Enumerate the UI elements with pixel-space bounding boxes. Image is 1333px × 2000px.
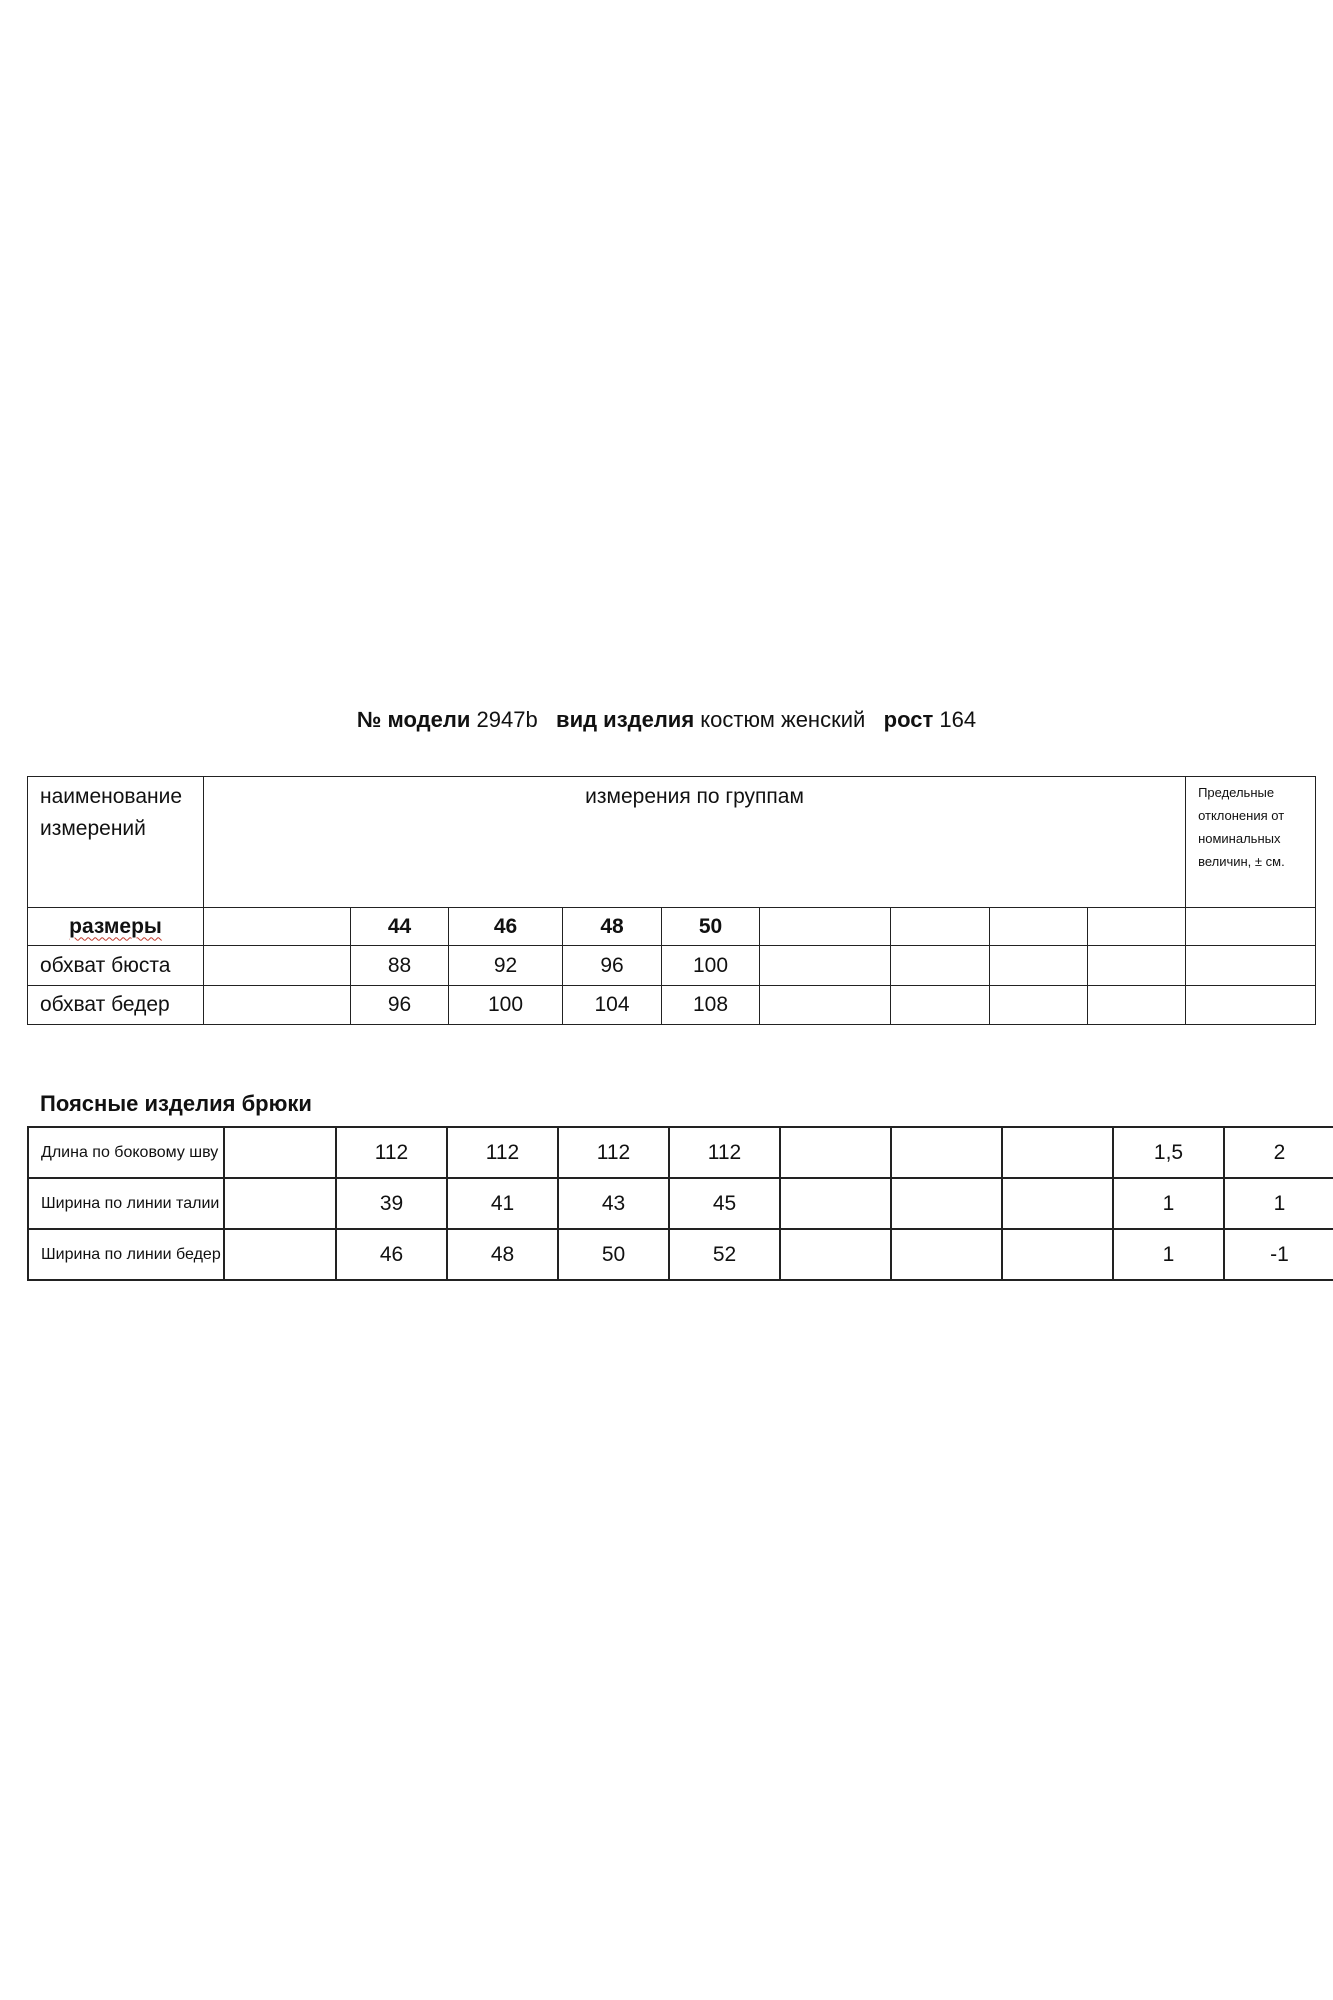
- value-cell: 100: [662, 946, 760, 986]
- empty-cell: [891, 1229, 1002, 1280]
- empty-cell: [990, 946, 1088, 986]
- measurement-name: обхват бюста: [28, 946, 204, 986]
- sizes-row: [28, 908, 1316, 946]
- empty-cell: [224, 1229, 336, 1280]
- value-cell: 45: [669, 1178, 780, 1229]
- model-label: № модели: [356, 707, 471, 732]
- value-cell: 46: [336, 1229, 447, 1280]
- deviation-cell: -1: [1224, 1229, 1333, 1280]
- table-row: [28, 1229, 1333, 1280]
- table-row: [28, 946, 1316, 986]
- empty-cell: [760, 908, 891, 946]
- section-title: Поясные изделия брюки: [40, 1091, 312, 1116]
- deviation-cell: 1: [1113, 1229, 1224, 1280]
- model-value: 2947b: [476, 707, 538, 732]
- value-cell: 100: [449, 986, 563, 1025]
- value-cell: 96: [563, 946, 662, 986]
- value-cell: 88: [351, 946, 449, 986]
- value-cell: 39: [336, 1178, 447, 1229]
- value-cell: 48: [447, 1229, 558, 1280]
- empty-cell: [1002, 1229, 1113, 1280]
- table-row: [28, 1178, 1333, 1229]
- height-label: рост: [883, 707, 934, 732]
- empty-cell: [780, 1178, 891, 1229]
- document-title: [0, 707, 1333, 733]
- empty-cell: [224, 1127, 336, 1178]
- empty-cell: [1002, 1178, 1113, 1229]
- measurement-name: обхват бедер: [28, 986, 204, 1025]
- deviation-header: Предельные отклонения от номинальных величин, ± см.: [1186, 777, 1316, 908]
- empty-cell: [760, 986, 891, 1025]
- empty-cell: [891, 1127, 1002, 1178]
- measurement-name: Ширина по линии талии: [28, 1178, 224, 1229]
- value-cell: 104: [563, 986, 662, 1025]
- value-cell: 43: [558, 1178, 669, 1229]
- size-measurements-table: [27, 776, 1316, 1025]
- value-cell: 52: [669, 1229, 780, 1280]
- empty-cell: [1186, 946, 1316, 986]
- empty-cell: [1088, 986, 1186, 1025]
- trousers-measurements-table: [27, 1126, 1333, 1281]
- empty-cell: [204, 946, 351, 986]
- empty-cell: [224, 1178, 336, 1229]
- size-cell: 44: [351, 908, 449, 946]
- deviation-cell: 1,5: [1113, 1127, 1224, 1178]
- empty-cell: [1186, 986, 1316, 1025]
- empty-cell: [891, 946, 990, 986]
- empty-cell: [204, 986, 351, 1025]
- value-cell: 112: [336, 1127, 447, 1178]
- empty-cell: [204, 908, 351, 946]
- empty-cell: [1186, 908, 1316, 946]
- measurement-name: Длина по боковому шву: [28, 1127, 224, 1178]
- empty-cell: [891, 908, 990, 946]
- empty-cell: [1002, 1127, 1113, 1178]
- sizes-label: [28, 908, 204, 946]
- empty-cell: [990, 908, 1088, 946]
- deviation-cell: 1: [1113, 1178, 1224, 1229]
- measurement-name: Ширина по линии бедер: [28, 1229, 224, 1280]
- empty-cell: [1088, 946, 1186, 986]
- table-row: [28, 986, 1316, 1025]
- empty-cell: [1088, 908, 1186, 946]
- product-type-value: костюм женский: [700, 707, 866, 732]
- height-value: 164: [939, 707, 977, 732]
- value-cell: 112: [447, 1127, 558, 1178]
- empty-cell: [760, 946, 891, 986]
- value-cell: 50: [558, 1229, 669, 1280]
- empty-cell: [780, 1229, 891, 1280]
- size-cell: 48: [563, 908, 662, 946]
- product-type-label: вид изделия: [556, 707, 695, 732]
- value-cell: 41: [447, 1178, 558, 1229]
- empty-cell: [780, 1127, 891, 1178]
- empty-cell: [990, 986, 1088, 1025]
- size-cell: 46: [449, 908, 563, 946]
- table-row: [28, 1127, 1333, 1178]
- empty-cell: [891, 986, 990, 1025]
- value-cell: 112: [669, 1127, 780, 1178]
- group-measurements-header: измерения по группам: [204, 777, 1186, 908]
- value-cell: 96: [351, 986, 449, 1025]
- measurement-name-header: наименование измерений: [28, 777, 204, 908]
- empty-cell: [891, 1178, 1002, 1229]
- size-cell: 50: [662, 908, 760, 946]
- deviation-cell: 2: [1224, 1127, 1333, 1178]
- value-cell: 92: [449, 946, 563, 986]
- table-header-row: [28, 777, 1316, 908]
- deviation-cell: 1: [1224, 1178, 1333, 1229]
- value-cell: 108: [662, 986, 760, 1025]
- value-cell: 112: [558, 1127, 669, 1178]
- sizes-label-text: размеры: [69, 914, 162, 938]
